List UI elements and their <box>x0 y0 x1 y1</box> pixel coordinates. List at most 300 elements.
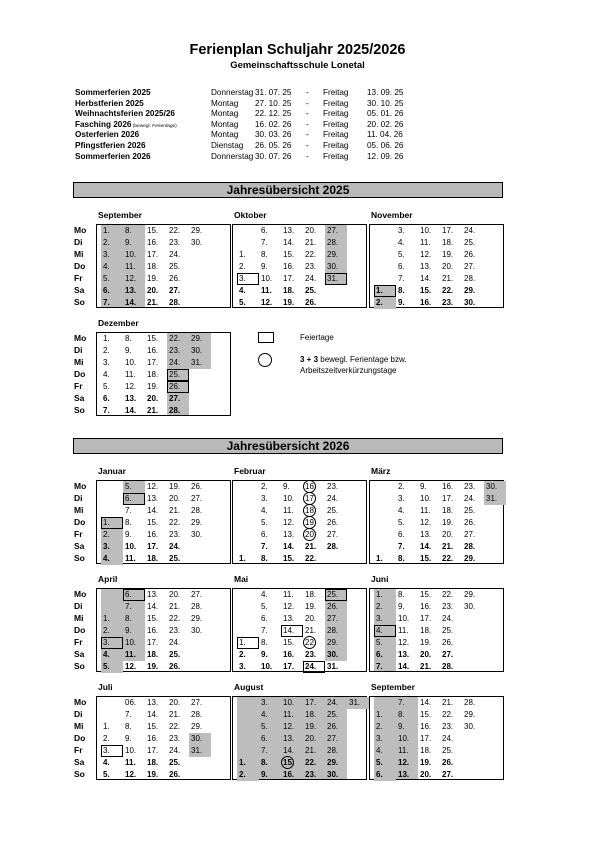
day-cell: 29. <box>191 722 203 731</box>
day-cell: 21. <box>147 298 159 307</box>
day-cell: 20. <box>147 286 159 295</box>
day-cell: 17. <box>420 734 432 743</box>
day-cell <box>237 625 259 637</box>
day-cell <box>189 405 211 417</box>
holiday-legend-box-icon <box>258 332 274 343</box>
day-cell <box>374 261 396 273</box>
day-cell: 10. <box>420 226 432 235</box>
weekday-label: Mi <box>74 613 84 623</box>
day-cell: 4. <box>398 238 405 247</box>
day-cell: 1. <box>103 334 110 343</box>
weekday-label: Do <box>74 517 86 527</box>
holiday-separator: - <box>306 140 309 150</box>
day-cell: 3. <box>101 637 123 649</box>
day-cell: 11. <box>420 238 431 247</box>
day-cell: 3. <box>101 541 123 553</box>
day-cell: 23. <box>442 722 454 731</box>
school-name: Gemeinschaftsschule Lonetal <box>230 60 365 71</box>
day-cell: 28. <box>191 710 203 719</box>
day-cell <box>462 757 484 769</box>
day-cell: 24. <box>169 746 181 755</box>
day-cell: 27. <box>464 262 476 271</box>
day-cell: 11. <box>283 590 294 599</box>
day-cell: 1. <box>239 554 246 563</box>
day-cell: 26. <box>442 638 454 647</box>
holiday-note: (bewegl. Ferientage) <box>131 123 177 129</box>
day-cell: 18. <box>420 746 432 755</box>
day-cell: 28. <box>169 406 181 415</box>
day-cell: 11. <box>125 262 136 271</box>
day-cell <box>189 649 211 661</box>
month-label: März <box>371 466 391 476</box>
day-cell: 29. <box>327 758 339 767</box>
day-cell <box>325 297 347 309</box>
day-cell: 1. <box>103 226 110 235</box>
day-cell: 16. <box>442 482 454 491</box>
month-grid <box>96 696 231 780</box>
day-cell <box>101 505 123 517</box>
day-cell: 9. <box>398 602 405 611</box>
day-cell <box>462 613 484 625</box>
day-cell: 20. <box>305 734 317 743</box>
day-cell: 24. <box>464 226 476 235</box>
day-cell: 19. <box>147 770 159 779</box>
day-cell <box>374 273 396 285</box>
day-cell: 29. <box>191 518 203 527</box>
day-cell: 6. <box>398 262 405 271</box>
month-grid <box>232 480 367 564</box>
day-cell: 27. <box>191 698 203 707</box>
day-cell: 28. <box>464 542 476 551</box>
day-cell: 12. <box>398 638 410 647</box>
day-cell: 19. <box>305 602 317 611</box>
day-cell: 24. <box>169 250 181 259</box>
day-cell: 25. <box>169 554 181 563</box>
day-cell: 2. <box>239 650 246 659</box>
day-cell: 5. <box>261 518 268 527</box>
day-cell: 25. <box>169 650 181 659</box>
day-cell: 4. <box>101 553 123 565</box>
day-cell: 13. <box>147 698 159 707</box>
day-cell: 15. <box>420 590 432 599</box>
day-cell: 20. <box>169 590 181 599</box>
day-cell: 1. <box>237 637 259 649</box>
day-cell: 19. <box>420 758 432 767</box>
day-cell: 12. <box>283 722 295 731</box>
day-cell <box>101 601 123 613</box>
day-cell: 11. <box>398 746 409 755</box>
day-cell: 18. <box>442 506 454 515</box>
day-cell: 1. <box>374 285 396 297</box>
day-cell: 2. <box>398 482 405 491</box>
day-cell: 2. <box>374 297 396 309</box>
weekday-label: Di <box>74 237 83 247</box>
day-cell <box>237 589 259 601</box>
weekday-label: Fr <box>74 381 83 391</box>
day-cell: 17. <box>420 614 432 623</box>
day-cell: 7. <box>125 506 132 515</box>
day-cell: 28. <box>327 746 339 755</box>
day-cell: 7. <box>123 601 145 613</box>
day-cell: 6. <box>376 650 383 659</box>
day-cell: 11. <box>283 710 294 719</box>
day-cell: 22. <box>303 637 325 649</box>
month-grid <box>96 588 231 672</box>
holiday-end-date: 30. 10. 25 <box>367 98 404 108</box>
day-cell: 11. <box>123 649 145 661</box>
day-cell <box>347 709 369 721</box>
holiday-end-day: Freitag <box>323 88 349 97</box>
day-cell: 9. <box>125 238 132 247</box>
day-cell: 24. <box>169 638 181 647</box>
day-cell: 30. <box>189 733 211 745</box>
day-cell: 24. <box>303 661 325 673</box>
day-cell: 20. <box>147 394 159 403</box>
day-cell: 13. <box>420 530 432 539</box>
day-cell: 20. <box>420 770 432 779</box>
holiday-separator: - <box>306 98 309 108</box>
day-cell: 18. <box>305 590 317 599</box>
day-cell: 15. <box>147 334 159 343</box>
day-cell <box>374 237 396 249</box>
day-cell: 16. <box>283 262 295 271</box>
day-cell: 4. <box>261 506 268 515</box>
weekday-label: So <box>74 769 85 779</box>
day-cell: 4. <box>374 745 396 757</box>
day-cell: 10. <box>125 746 137 755</box>
day-cell: 12. <box>125 382 137 391</box>
day-cell: 26. <box>191 482 203 491</box>
day-cell: 12. <box>125 274 137 283</box>
day-cell: 20. <box>442 262 454 271</box>
day-cell: 14. <box>147 506 159 515</box>
weekday-label: Di <box>74 601 83 611</box>
day-cell: 9. <box>398 722 405 731</box>
day-cell: 13. <box>283 614 295 623</box>
day-cell: 24. <box>327 698 339 707</box>
day-cell <box>237 733 259 745</box>
day-cell: 11. <box>420 506 431 515</box>
day-cell: 2. <box>103 238 110 247</box>
holiday-name: Pfingstferien 2026 <box>75 140 146 150</box>
day-cell: 27. <box>464 530 476 539</box>
day-cell: 19. <box>420 638 432 647</box>
day-cell <box>189 285 211 297</box>
day-cell: 3. <box>398 494 405 503</box>
month-label: September <box>371 682 415 692</box>
weekday-label: So <box>74 661 85 671</box>
day-cell: 13. <box>125 286 137 295</box>
day-cell: 13. <box>283 734 295 743</box>
day-cell: 26. <box>464 250 476 259</box>
day-cell: 1. <box>376 590 383 599</box>
day-cell: 8. <box>261 554 268 563</box>
holiday-separator: - <box>306 109 309 119</box>
day-cell: 2. <box>239 262 246 271</box>
day-cell <box>462 769 484 781</box>
day-cell: 30. <box>464 722 476 731</box>
day-cell: 8. <box>125 722 132 731</box>
day-cell: 30. <box>327 770 339 779</box>
day-cell: 10. <box>125 542 137 551</box>
day-cell: 3. <box>261 698 268 707</box>
day-cell: 2. <box>374 721 396 733</box>
day-cell: 7. <box>261 746 268 755</box>
day-cell <box>101 589 123 601</box>
day-cell: 7. <box>398 542 405 551</box>
holiday-start-date: 31. 07. 25 <box>255 88 292 97</box>
day-cell: 29. <box>464 710 476 719</box>
day-cell: 21. <box>169 602 181 611</box>
section-header-2026: Jahresübersicht 2026 <box>73 438 503 454</box>
day-cell: 10. <box>261 662 273 671</box>
day-cell: 3. <box>398 226 405 235</box>
day-cell: 11. <box>398 626 409 635</box>
day-cell: 4. <box>101 649 123 661</box>
day-cell: 14. <box>398 662 410 671</box>
day-cell: 15. <box>147 614 159 623</box>
day-cell: 19. <box>147 274 159 283</box>
day-cell: 20. <box>169 698 181 707</box>
day-cell: 21. <box>169 710 181 719</box>
day-cell: 17. <box>147 638 159 647</box>
weekday-label: Mi <box>74 505 84 515</box>
day-cell: 18. <box>283 286 295 295</box>
day-cell: 3. <box>376 614 383 623</box>
holiday-name: Weihnachtsferien 2025/26 <box>75 109 175 119</box>
day-cell: 21. <box>147 406 159 415</box>
day-cell: 8. <box>398 286 405 295</box>
day-cell: 18. <box>305 710 317 719</box>
day-cell: 25. <box>442 626 454 635</box>
day-cell: 15. <box>420 710 432 719</box>
day-cell <box>374 697 396 709</box>
day-cell: 23. <box>169 238 181 247</box>
day-cell: 11. <box>125 370 136 379</box>
day-cell: 9. <box>261 650 268 659</box>
month-grid <box>369 588 504 672</box>
day-cell: 19. <box>305 722 317 731</box>
day-cell: 6. <box>261 614 268 623</box>
holiday-name: Osterferien 2026 <box>75 130 140 140</box>
day-cell: 21. <box>442 698 454 707</box>
day-cell: 24. <box>442 734 454 743</box>
day-cell <box>237 745 259 757</box>
day-cell: 28. <box>464 274 476 283</box>
day-cell: 31. <box>347 697 369 709</box>
day-cell: 23. <box>305 770 317 779</box>
day-cell: 13. <box>125 394 137 403</box>
day-cell: 24. <box>305 274 317 283</box>
day-cell: 3. <box>103 250 110 259</box>
day-cell: 3. <box>261 494 268 503</box>
day-cell: 10. <box>283 494 295 503</box>
day-cell <box>189 381 211 393</box>
holiday-start-date: 26. 05. 26 <box>255 140 292 150</box>
day-cell: 22. <box>169 226 181 235</box>
day-cell: 15. <box>281 757 303 769</box>
day-cell: 8. <box>261 758 268 767</box>
day-cell: 1. <box>103 722 110 731</box>
month-label: Juli <box>98 682 113 692</box>
holiday-name: Herbstferien 2025 <box>75 98 144 108</box>
day-cell: 13. <box>283 530 295 539</box>
day-cell: 1. <box>237 757 259 769</box>
day-cell: 20. <box>169 494 181 503</box>
day-cell: 19. <box>303 517 325 529</box>
day-cell: 28. <box>325 625 347 637</box>
day-cell: 21. <box>420 662 432 671</box>
day-cell: 12. <box>147 482 159 491</box>
day-cell <box>189 757 211 769</box>
day-cell: 7. <box>103 298 110 307</box>
day-cell: 1. <box>374 709 396 721</box>
month-grid <box>369 480 504 564</box>
day-cell: 25. <box>305 286 317 295</box>
day-cell: 06. <box>125 698 137 707</box>
day-cell: 18. <box>420 626 432 635</box>
month-label: Juni <box>371 574 389 584</box>
day-cell: 14. <box>420 542 432 551</box>
day-cell <box>484 553 506 565</box>
day-cell: 8. <box>125 226 132 235</box>
day-cell: 29. <box>191 614 203 623</box>
weekday-label: Mi <box>74 721 84 731</box>
day-cell: 30. <box>325 261 347 273</box>
day-cell: 19. <box>442 250 454 259</box>
day-cell: 9. <box>125 530 132 539</box>
day-cell: 28. <box>169 298 181 307</box>
day-cell <box>347 757 369 769</box>
day-cell: 26. <box>169 274 181 283</box>
day-cell: 5. <box>101 661 123 673</box>
day-cell: 14. <box>283 746 295 755</box>
day-cell <box>237 601 259 613</box>
day-cell: 10. <box>398 734 410 743</box>
day-cell: 28. <box>327 542 339 551</box>
day-cell: 7. <box>103 406 110 415</box>
holiday-end-day: Freitag <box>323 119 349 129</box>
day-cell: 16. <box>147 626 159 635</box>
day-cell: 26. <box>305 298 317 307</box>
day-cell <box>189 553 211 565</box>
month-label: November <box>371 210 413 220</box>
day-cell: 25. <box>327 710 339 719</box>
day-cell: 21. <box>442 274 454 283</box>
day-cell: 30. <box>189 345 211 357</box>
day-cell: 10. <box>125 358 137 367</box>
day-cell: 24. <box>327 494 339 503</box>
day-cell: 20. <box>303 529 325 541</box>
day-cell <box>189 769 211 781</box>
holiday-start-date: 27. 10. 25 <box>255 98 292 108</box>
day-cell <box>347 769 369 781</box>
day-cell: 12. <box>420 518 432 527</box>
day-cell <box>347 733 369 745</box>
month-grid <box>232 224 367 308</box>
month-grid <box>96 332 231 416</box>
day-cell: 5. <box>261 722 268 731</box>
day-cell: 22. <box>442 590 454 599</box>
day-cell: 31. <box>327 662 339 671</box>
legend-holidays-label: Feiertage <box>300 333 334 342</box>
day-cell <box>237 529 259 541</box>
day-cell <box>374 529 396 541</box>
day-cell: 30. <box>325 649 347 661</box>
day-cell: 10. <box>420 494 432 503</box>
day-cell: 22. <box>169 518 181 527</box>
day-cell: 28. <box>442 662 454 671</box>
day-cell: 23. <box>169 346 181 355</box>
day-cell: 30. <box>464 298 476 307</box>
day-cell: 3. <box>374 733 396 745</box>
day-cell: 23. <box>442 602 454 611</box>
day-cell <box>237 505 259 517</box>
day-cell: 12. <box>420 250 432 259</box>
day-cell: 9. <box>123 625 145 637</box>
day-cell: 10. <box>261 274 273 283</box>
day-cell: 1. <box>239 250 246 259</box>
day-cell: 31. <box>325 273 347 285</box>
day-cell: 5. <box>239 298 246 307</box>
day-cell: 10. <box>398 614 410 623</box>
day-cell: 26. <box>464 518 476 527</box>
day-cell: 1. <box>376 554 383 563</box>
day-cell <box>237 493 259 505</box>
day-cell: 7. <box>398 274 405 283</box>
day-cell <box>484 529 506 541</box>
day-cell: 6. <box>123 589 145 601</box>
day-cell: 23. <box>305 650 317 659</box>
day-cell: 25. <box>169 262 181 271</box>
day-cell: 16. <box>147 238 159 247</box>
day-cell: 18. <box>147 758 159 767</box>
month-label: April <box>98 574 118 584</box>
day-cell: 24. <box>169 542 181 551</box>
day-cell: 11. <box>125 554 136 563</box>
weekday-label: Fr <box>74 637 83 647</box>
day-cell <box>484 541 506 553</box>
day-cell: 2. <box>261 482 268 491</box>
day-cell: 18. <box>147 554 159 563</box>
page-title: Ferienplan Schuljahr 2025/2026 <box>189 42 406 58</box>
holiday-start-day: Donnerstag <box>211 88 254 97</box>
day-cell: 18. <box>303 505 325 517</box>
day-cell: 25. <box>169 758 181 767</box>
section-header-2025: Jahresübersicht 2025 <box>73 182 503 198</box>
day-cell <box>237 481 259 493</box>
day-cell <box>462 661 484 673</box>
weekday-label: Sa <box>74 649 85 659</box>
day-cell: 14. <box>420 698 432 707</box>
day-cell <box>101 697 123 709</box>
day-cell: 14. <box>125 298 137 307</box>
day-cell: 6. <box>103 286 110 295</box>
day-cell: 8. <box>261 250 268 259</box>
day-cell <box>101 709 123 721</box>
day-cell: 8. <box>123 613 145 625</box>
day-cell <box>189 369 211 381</box>
weekday-label: Di <box>74 345 83 355</box>
day-cell: 19. <box>442 518 454 527</box>
legend-movable-days-line1: 3 + 3 bewegl. Ferientage bzw. <box>300 355 407 364</box>
holiday-start-day: Montag <box>211 130 239 140</box>
day-cell: 12. <box>261 298 273 307</box>
day-cell: 16. <box>420 298 432 307</box>
day-cell <box>237 709 259 721</box>
day-cell: 13. <box>398 770 410 779</box>
day-cell: 27. <box>191 494 203 503</box>
